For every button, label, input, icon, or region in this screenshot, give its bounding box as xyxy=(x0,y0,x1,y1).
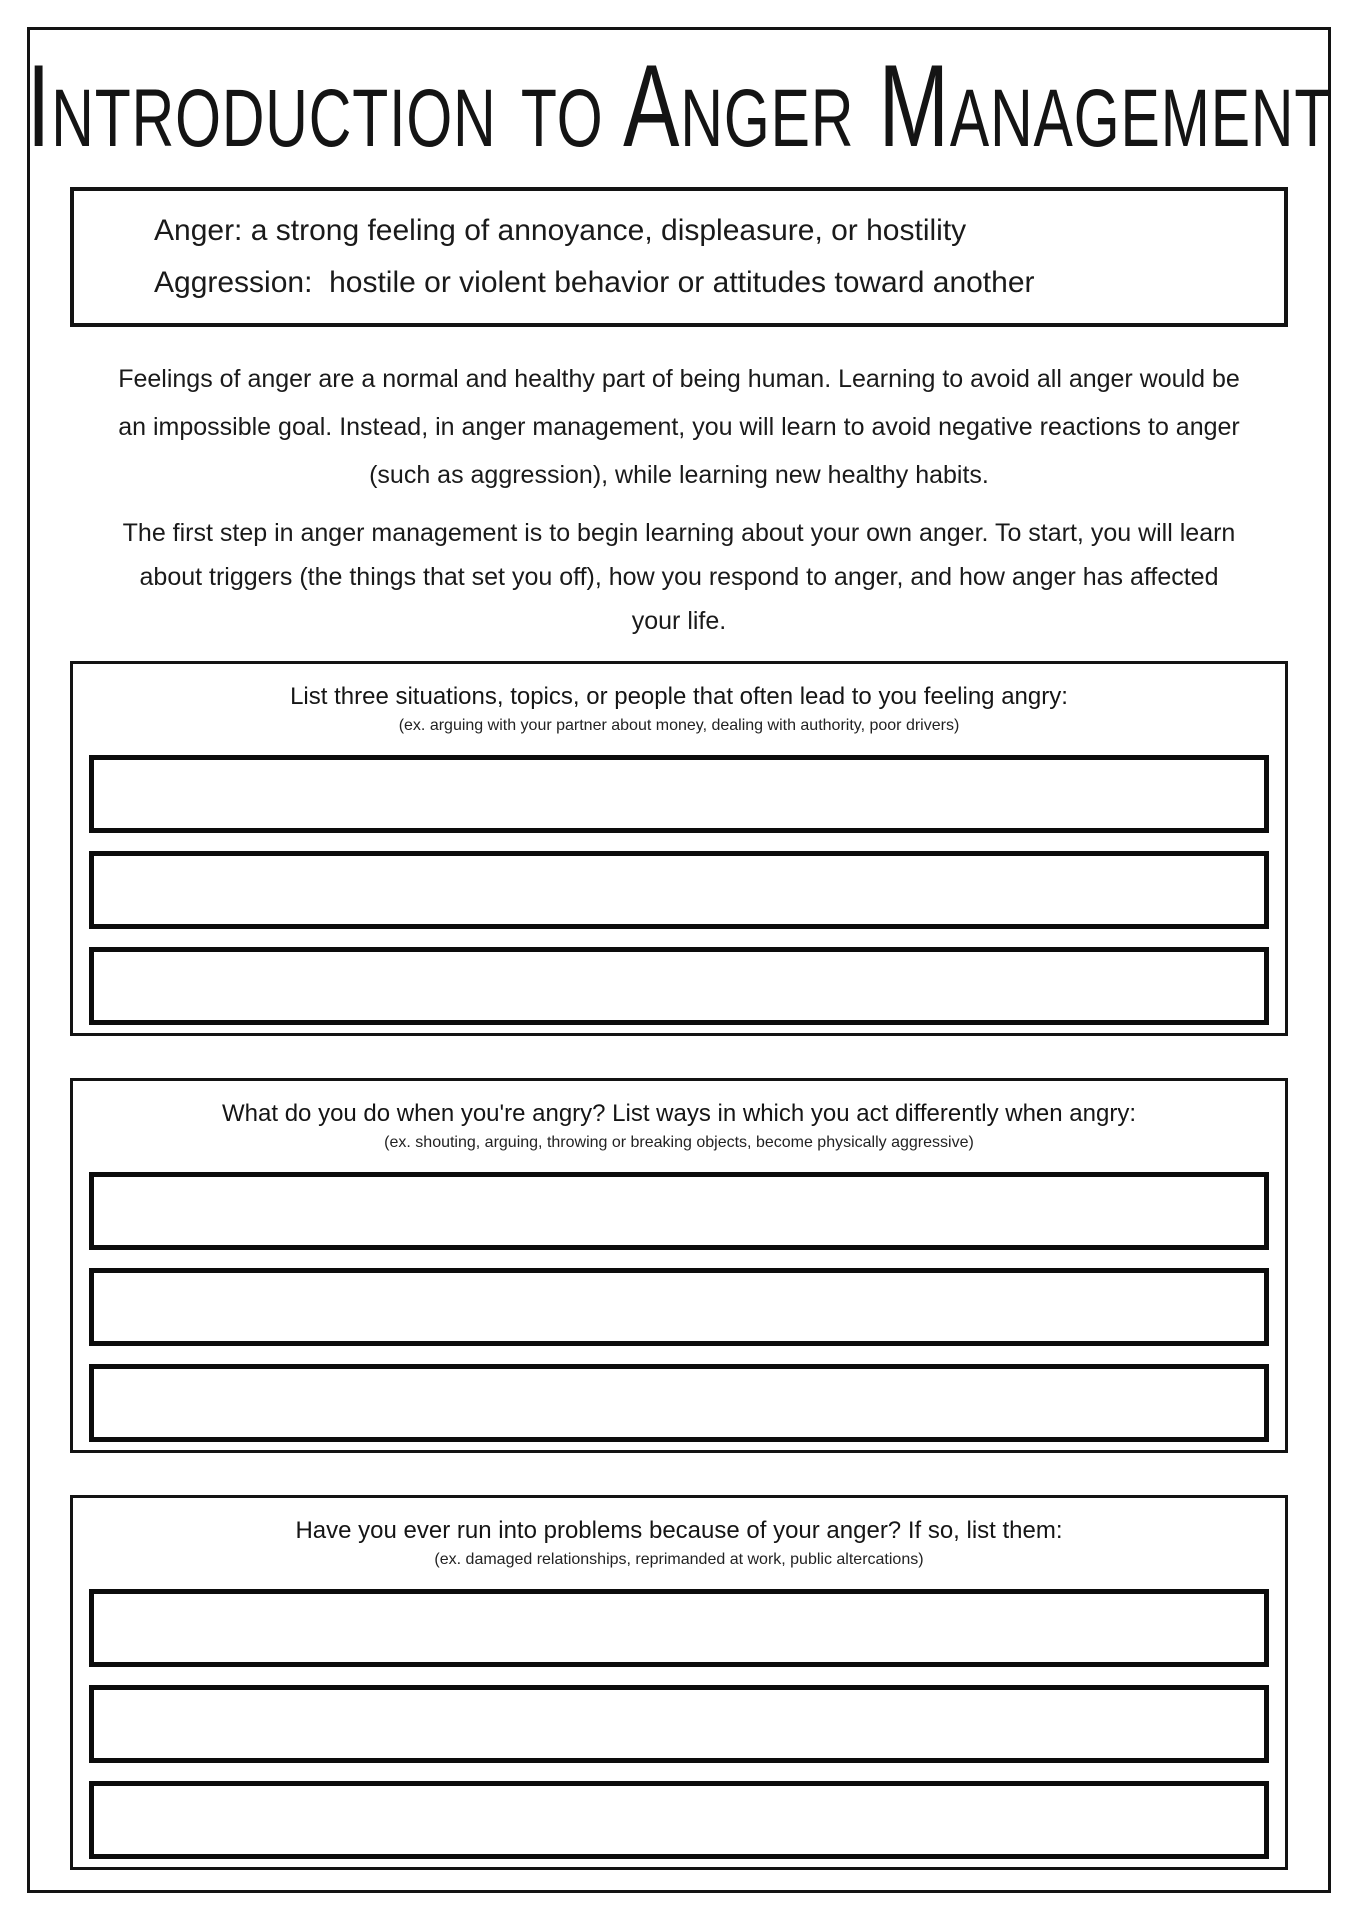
title-area xyxy=(26,32,1332,182)
question-2-title: What do you do when you're angry? List ways in which you act differently when angry: xyxy=(222,1100,1136,1127)
intro-paragraph-1-line-2: an impossible goal. Instead, in anger management, you will learn to avoid negative reactions to anger xyxy=(118,413,1240,441)
page-title: Introduction to Anger Management xyxy=(26,41,1332,172)
intro-paragraph-2-line-1: The first step in anger management is to begin learning about your own anger. To start, you will learn xyxy=(122,519,1236,547)
question-1-title: List three situations, topics, or people that often lead to you feeling angry: xyxy=(290,683,1068,710)
intro-paragraph-2-line-3: your life. xyxy=(631,607,727,635)
question-3-example: (ex. damaged relationships, reprimanded at work, public altercations) xyxy=(434,1551,924,1568)
definitions-box xyxy=(70,187,1288,327)
question-1-answer-line-1[interactable] xyxy=(89,755,1269,833)
question-2-answer-line-3[interactable] xyxy=(89,1364,1269,1442)
question-section-reactions xyxy=(70,1078,1288,1453)
question-section-problems xyxy=(70,1495,1288,1870)
definition-anger: Anger: a strong feeling of annoyance, displeasure, or hostility xyxy=(154,214,967,247)
question-2-answer-line-1[interactable] xyxy=(89,1172,1269,1250)
question-2-example: (ex. shouting, arguing, throwing or breaking objects, become physically aggressive) xyxy=(384,1134,974,1151)
intro-paragraph-1-line-3: (such as aggression), while learning new healthy habits. xyxy=(369,461,989,489)
question-2-answer-line-2[interactable] xyxy=(89,1268,1269,1346)
intro-paragraph-1-line-1: Feelings of anger are a normal and healthy part of being human. Learning to avoid all anger would be xyxy=(118,365,1240,393)
definition-aggression: Aggression: hostile or violent behavior or attitudes toward another xyxy=(154,266,1035,299)
question-1-answer-line-3[interactable] xyxy=(89,947,1269,1025)
question-1-example: (ex. arguing with your partner about money, dealing with authority, poor drivers) xyxy=(398,717,960,734)
question-1-answer-line-2[interactable] xyxy=(89,851,1269,929)
intro-paragraph-1 xyxy=(44,355,1314,499)
question-section-triggers xyxy=(70,661,1288,1036)
question-3-title: Have you ever run into problems because of your anger? If so, list them: xyxy=(295,1517,1063,1544)
intro-paragraph-2-line-2: about triggers (the things that set you off), how you respond to anger, and how anger has affected xyxy=(139,563,1219,591)
page-border-frame xyxy=(27,27,1331,1893)
question-3-answer-line-1[interactable] xyxy=(89,1589,1269,1667)
intro-paragraph-2 xyxy=(44,511,1314,643)
question-3-answer-line-3[interactable] xyxy=(89,1781,1269,1859)
question-3-answer-line-2[interactable] xyxy=(89,1685,1269,1763)
